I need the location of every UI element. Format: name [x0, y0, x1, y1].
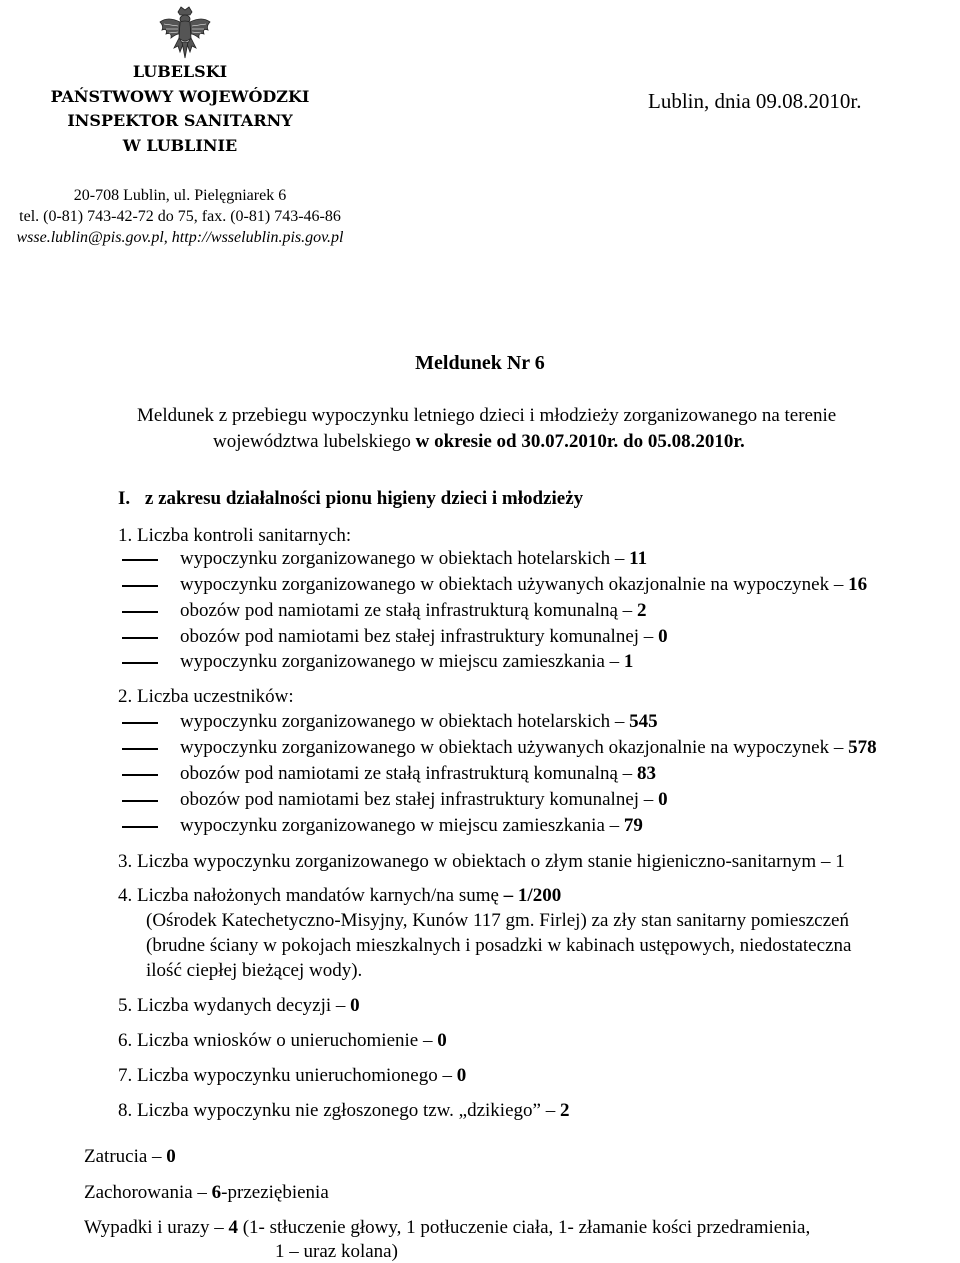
report-subtitle-line2 [213, 431, 745, 453]
q6-line: 6. Liczba wniosków o unieruchomienie – 0 [118, 1030, 447, 1051]
list-dash [122, 662, 158, 664]
q5-line: 5. Liczba wydanych decyzji – 0 [118, 995, 360, 1016]
list-dash [122, 611, 158, 613]
report-subtitle-line1: Meldunek z przebiegu wypoczynku letniego dzieci i młodzieży zorganizowanego na terenie [137, 405, 837, 426]
q7-line: 7. Liczba wypoczynku unieruchomionego – 0 [118, 1065, 467, 1086]
wypadki-detail: 1 – uraz kolana) [275, 1241, 398, 1262]
list-item: obozów pod namiotami ze stałą infrastrukturą komunalną – 83 [180, 763, 656, 784]
list-item: wypoczynku zorganizowanego w miejscu zamieszkania – 1 [180, 651, 634, 672]
list-dash [122, 559, 158, 561]
institution-line: W LUBLINIE [122, 135, 238, 155]
institution-line: LUBELSKI [132, 62, 228, 81]
list-item: obozów pod namiotami bez stałej infrastruktury komunalnej – 0 [180, 626, 668, 647]
list-item: wypoczynku zorganizowanego w miejscu zamieszkania – 79 [180, 815, 643, 836]
q4-detail: (brudne ściany w pokojach mieszkalnych i posadzki w kabinach ustępowych, niedostateczna [146, 935, 852, 956]
section-title: z zakresu działalności pionu higieny dzieci i młodzieży [144, 488, 584, 509]
list-dash [122, 722, 158, 724]
q4-line: 4. Liczba nałożonych mandatów karnych/na sumę – 1/200 [118, 885, 562, 906]
zatrucia-line: Zatrucia – 0 [84, 1146, 176, 1167]
list-dash [122, 748, 158, 750]
list-item: wypoczynku zorganizowanego w obiektach używanych okazjonalnie na wypoczynek – 16 [180, 574, 868, 595]
list-dash [122, 800, 158, 802]
institution-line: PAŃSTWOWY WOJEWÓDZKI [50, 86, 310, 106]
list-item: wypoczynku zorganizowanego w obiektach używanych okazjonalnie na wypoczynek – 578 [180, 737, 877, 758]
web-line: wsse.lublin@pis.gov.pl, http://wsselublin.pis.gov.pl [16, 229, 344, 246]
q3-line: 3. Liczba wypoczynku zorganizowanego w obiektach o złym stanie higieniczno-sanitarnym – 1 [118, 851, 845, 872]
list-item: obozów pod namiotami bez stałej infrastruktury komunalnej – 0 [180, 789, 668, 810]
list-dash [122, 774, 158, 776]
list-dash [122, 637, 158, 639]
phone-line: tel. (0-81) 743-42-72 do 75, fax. (0-81) 743-46-86 [19, 208, 341, 225]
section-number: I. [118, 488, 131, 509]
polish-eagle-emblem-icon [158, 4, 212, 62]
q2-heading: 2. Liczba uczestników: [118, 686, 294, 707]
list-dash [122, 826, 158, 828]
report-title: Meldunek Nr 6 [415, 352, 545, 374]
list-item: obozów pod namiotami ze stałą infrastrukturą komunalną – 2 [180, 600, 647, 621]
q4-detail: (Ośrodek Katechetyczno-Misyjny, Kunów 117 gm. Firlej) za zły stan sanitarny pomieszczeń [146, 910, 849, 931]
list-item: wypoczynku zorganizowanego w obiektach hotelarskich – 11 [180, 548, 648, 569]
document-date: Lublin, dnia 09.08.2010r. [648, 89, 862, 113]
list-item: wypoczynku zorganizowanego w obiektach hotelarskich – 545 [180, 711, 658, 732]
q4-detail: ilość ciepłej bieżącej wody). [146, 960, 363, 981]
q1-heading: 1. Liczba kontroli sanitarnych: [118, 525, 352, 546]
section-heading [118, 488, 583, 510]
institution-name [30, 60, 330, 158]
wypadki-line: Wypadki i urazy – 4 (1- stłuczenie głowy, 1 potłuczenie ciała, 1- złamanie kości przedramienia, [84, 1217, 811, 1238]
address-line: 20-708 Lublin, ul. Pielęgniarek 6 [73, 187, 287, 204]
institution-line: INSPEKTOR SANITARNY [67, 111, 293, 130]
q8-line: 8. Liczba wypoczynku nie zgłoszonego tzw. „dzikiego” – 2 [118, 1100, 570, 1121]
list-dash [122, 585, 158, 587]
subtitle-text: województwa lubelskiego [213, 431, 416, 452]
subtitle-period: w okresie od 30.07.2010r. do 05.08.2010r. [415, 431, 745, 452]
zachorowania-line: Zachorowania – 6-przeziębienia [84, 1182, 329, 1203]
